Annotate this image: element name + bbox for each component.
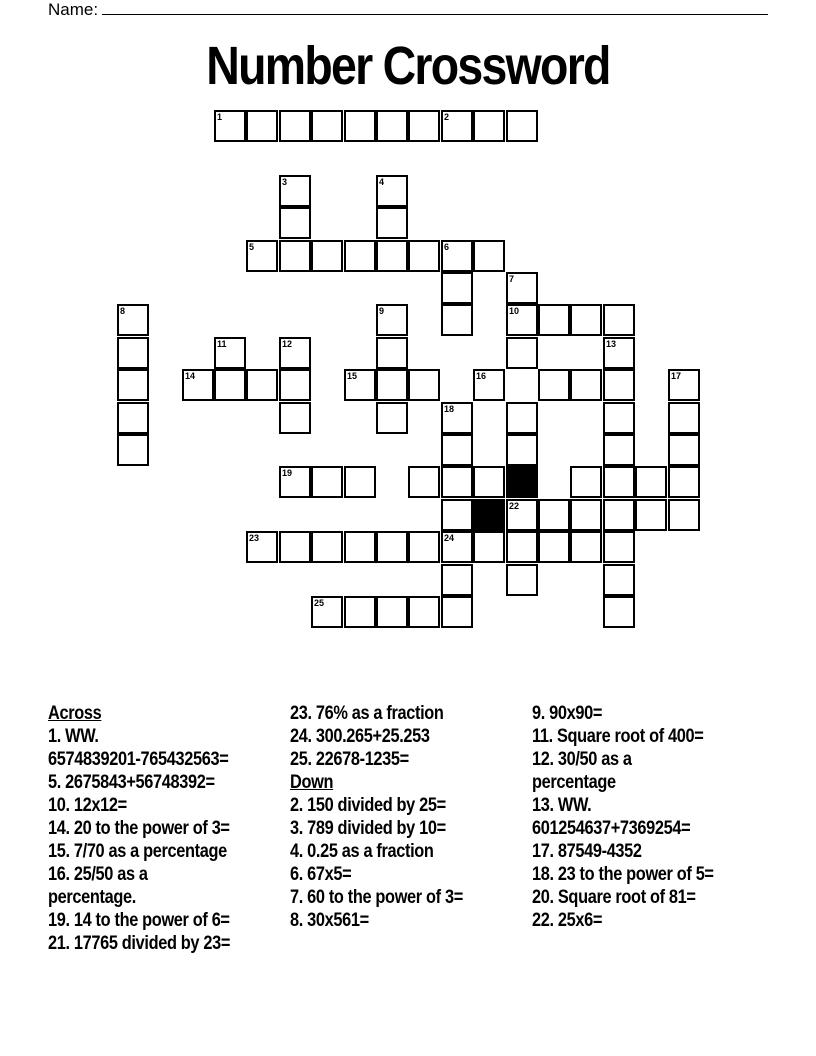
grid-cell[interactable] [603, 596, 635, 628]
grid-cell[interactable] [279, 110, 311, 142]
grid-cell[interactable] [668, 466, 700, 498]
grid-cell[interactable] [603, 564, 635, 596]
grid-cell[interactable] [506, 337, 538, 369]
grid-cell[interactable] [506, 402, 538, 434]
grid-cell[interactable] [441, 596, 473, 628]
grid-cell[interactable] [117, 337, 149, 369]
clue-line: percentage. [48, 887, 136, 908]
clue-line: 5. 2675843+56748392= [48, 772, 215, 793]
grid-cell[interactable] [635, 499, 667, 531]
black-square [473, 499, 505, 531]
grid-cell-17[interactable] [668, 369, 700, 401]
grid-cell-11[interactable] [214, 337, 246, 369]
clue-number: 7 [509, 274, 515, 284]
grid-cell[interactable] [635, 466, 667, 498]
grid-cell[interactable] [408, 240, 440, 272]
grid-cell[interactable] [117, 434, 149, 466]
grid-cell[interactable] [344, 240, 376, 272]
grid-cell[interactable] [506, 434, 538, 466]
grid-cell[interactable] [376, 207, 408, 239]
grid-cell[interactable] [473, 531, 505, 563]
clue-line: 22. 25x6= [532, 910, 603, 931]
clue-number: 6 [444, 242, 450, 252]
clue-line: 9. 90x90= [532, 703, 603, 724]
clue-line: 7. 60 to the power of 3= [290, 887, 463, 908]
grid-cell[interactable] [311, 240, 343, 272]
clue-line: 20. Square root of 81= [532, 887, 696, 908]
clue-line: 8. 30x561= [290, 910, 369, 931]
grid-cell[interactable] [603, 369, 635, 401]
grid-cell[interactable] [570, 369, 602, 401]
grid-cell[interactable] [570, 531, 602, 563]
clue-number: 15 [347, 371, 358, 381]
clue-line: 6574839201-765432563= [48, 749, 229, 770]
clue-number: 23 [249, 533, 260, 543]
grid-cell[interactable] [246, 369, 278, 401]
clue-column-3 [532, 702, 714, 932]
grid-cell[interactable] [473, 466, 505, 498]
grid-cell[interactable] [506, 531, 538, 563]
grid-cell-24[interactable] [441, 531, 473, 563]
clue-number: 2 [444, 112, 450, 122]
grid-cell[interactable] [376, 596, 408, 628]
grid-cell-22[interactable] [506, 499, 538, 531]
grid-cell-1[interactable] [214, 110, 246, 142]
grid-cell[interactable] [279, 207, 311, 239]
clue-line: 24. 300.265+25.253 [290, 726, 430, 747]
grid-cell[interactable] [603, 434, 635, 466]
grid-cell[interactable] [441, 564, 473, 596]
clue-line: 14. 20 to the power of 3= [48, 818, 230, 839]
grid-cell[interactable] [538, 499, 570, 531]
clue-number: 14 [185, 371, 196, 381]
clue-line: 1. WW. [48, 726, 99, 747]
grid-cell[interactable] [506, 564, 538, 596]
grid-cell-5[interactable] [246, 240, 278, 272]
clue-heading: Across [48, 703, 102, 724]
grid-cell[interactable] [441, 304, 473, 336]
clue-heading: Down [290, 772, 334, 793]
clue-line: 18. 23 to the power of 5= [532, 864, 714, 885]
grid-cell-2[interactable] [441, 110, 473, 142]
clue-line: 12. 30/50 as a [532, 749, 632, 770]
clue-number: 19 [282, 468, 293, 478]
grid-cell[interactable] [376, 402, 408, 434]
grid-cell-23[interactable] [246, 531, 278, 563]
grid-cell[interactable] [441, 466, 473, 498]
clue-line: 19. 14 to the power of 6= [48, 910, 230, 931]
grid-cell-8[interactable] [117, 304, 149, 336]
grid-cell[interactable] [344, 466, 376, 498]
clue-number: 9 [379, 306, 385, 316]
clue-number: 22 [509, 501, 520, 511]
grid-cell[interactable] [214, 369, 246, 401]
grid-cell-6[interactable] [441, 240, 473, 272]
grid-cell[interactable] [570, 499, 602, 531]
grid-cell[interactable] [279, 369, 311, 401]
grid-cell-13[interactable] [603, 337, 635, 369]
clue-line: 17. 87549-4352 [532, 841, 642, 862]
clue-number: 8 [120, 306, 126, 316]
grid-cell[interactable] [376, 110, 408, 142]
grid-cell-12[interactable] [279, 337, 311, 369]
grid-cell[interactable] [376, 240, 408, 272]
grid-cell[interactable] [538, 531, 570, 563]
grid-cell[interactable] [570, 304, 602, 336]
grid-cell[interactable] [538, 304, 570, 336]
clue-number: 5 [249, 242, 255, 252]
grid-cell[interactable] [408, 110, 440, 142]
grid-cell[interactable] [279, 402, 311, 434]
clue-line: 10. 12x12= [48, 795, 127, 816]
grid-cell[interactable] [376, 369, 408, 401]
grid-cell[interactable] [603, 402, 635, 434]
clue-number: 4 [379, 177, 385, 187]
clue-line: 25. 22678-1235= [290, 749, 409, 770]
name-label: Name: [48, 0, 99, 19]
grid-cell[interactable] [344, 110, 376, 142]
grid-cell[interactable] [441, 272, 473, 304]
grid-cell[interactable] [603, 499, 635, 531]
grid-cell-9[interactable] [376, 304, 408, 336]
clue-line: 601254637+7369254= [532, 818, 691, 839]
grid-cell[interactable] [408, 596, 440, 628]
clue-line: 11. Square root of 400= [532, 726, 704, 747]
grid-cell[interactable] [376, 337, 408, 369]
puzzle-title: Number Crossword [206, 36, 610, 96]
grid-cell[interactable] [538, 369, 570, 401]
grid-cell-10[interactable] [506, 304, 538, 336]
grid-cell[interactable] [279, 531, 311, 563]
clue-line: percentage [532, 772, 616, 793]
clue-column-1 [48, 702, 230, 955]
clue-number: 13 [606, 339, 617, 349]
clue-line: 15. 7/70 as a percentage [48, 841, 227, 862]
clue-number: 11 [217, 339, 227, 349]
grid-cell[interactable] [117, 402, 149, 434]
grid-cell[interactable] [441, 499, 473, 531]
grid-cell-25[interactable] [311, 596, 343, 628]
clue-line: 4. 0.25 as a fraction [290, 841, 434, 862]
grid-cell-7[interactable] [506, 272, 538, 304]
grid-cell[interactable] [246, 110, 278, 142]
grid-cell-16[interactable] [473, 369, 505, 401]
clue-number: 16 [476, 371, 487, 381]
grid-cell[interactable] [408, 466, 440, 498]
grid-cell[interactable] [408, 531, 440, 563]
black-square [506, 466, 538, 498]
grid-cell[interactable] [408, 369, 440, 401]
clue-line: 16. 25/50 as a [48, 864, 148, 885]
clue-number: 12 [282, 339, 293, 349]
grid-cell[interactable] [570, 466, 602, 498]
clue-number: 25 [314, 598, 325, 608]
grid-cell[interactable] [668, 499, 700, 531]
clue-column-2 [290, 702, 463, 932]
grid-cell-18[interactable] [441, 402, 473, 434]
grid-cell[interactable] [668, 434, 700, 466]
grid-cell[interactable] [603, 466, 635, 498]
clue-number: 3 [282, 177, 288, 187]
grid-cell-4[interactable] [376, 175, 408, 207]
grid-cell-3[interactable] [279, 175, 311, 207]
grid-cell-19[interactable] [279, 466, 311, 498]
grid-cell[interactable] [117, 369, 149, 401]
clue-number: 1 [217, 112, 223, 122]
clue-number: 18 [444, 404, 455, 414]
grid-cell[interactable] [473, 240, 505, 272]
clue-number: 17 [671, 371, 682, 381]
grid-cell[interactable] [473, 110, 505, 142]
clue-line: 2. 150 divided by 25= [290, 795, 446, 816]
clue-number: 10 [509, 306, 520, 316]
grid-cell[interactable] [279, 240, 311, 272]
grid-cell[interactable] [603, 531, 635, 563]
clue-line: 13. WW. [532, 795, 592, 816]
grid-cell[interactable] [441, 434, 473, 466]
clue-line: 21. 17765 divided by 23= [48, 933, 231, 954]
clue-line: 6. 67x5= [290, 864, 352, 885]
grid-cell-14[interactable] [182, 369, 214, 401]
grid-cell[interactable] [311, 110, 343, 142]
grid-cell[interactable] [668, 402, 700, 434]
grid-cell[interactable] [311, 466, 343, 498]
clue-line: 23. 76% as a fraction [290, 703, 444, 724]
grid-cell[interactable] [311, 531, 343, 563]
grid-cell[interactable] [344, 531, 376, 563]
grid-cell[interactable] [506, 110, 538, 142]
grid-cell[interactable] [603, 304, 635, 336]
clue-number: 24 [444, 533, 455, 543]
clue-line: 3. 789 divided by 10= [290, 818, 446, 839]
grid-cell-15[interactable] [344, 369, 376, 401]
grid-cell[interactable] [376, 531, 408, 563]
grid-cell[interactable] [344, 596, 376, 628]
